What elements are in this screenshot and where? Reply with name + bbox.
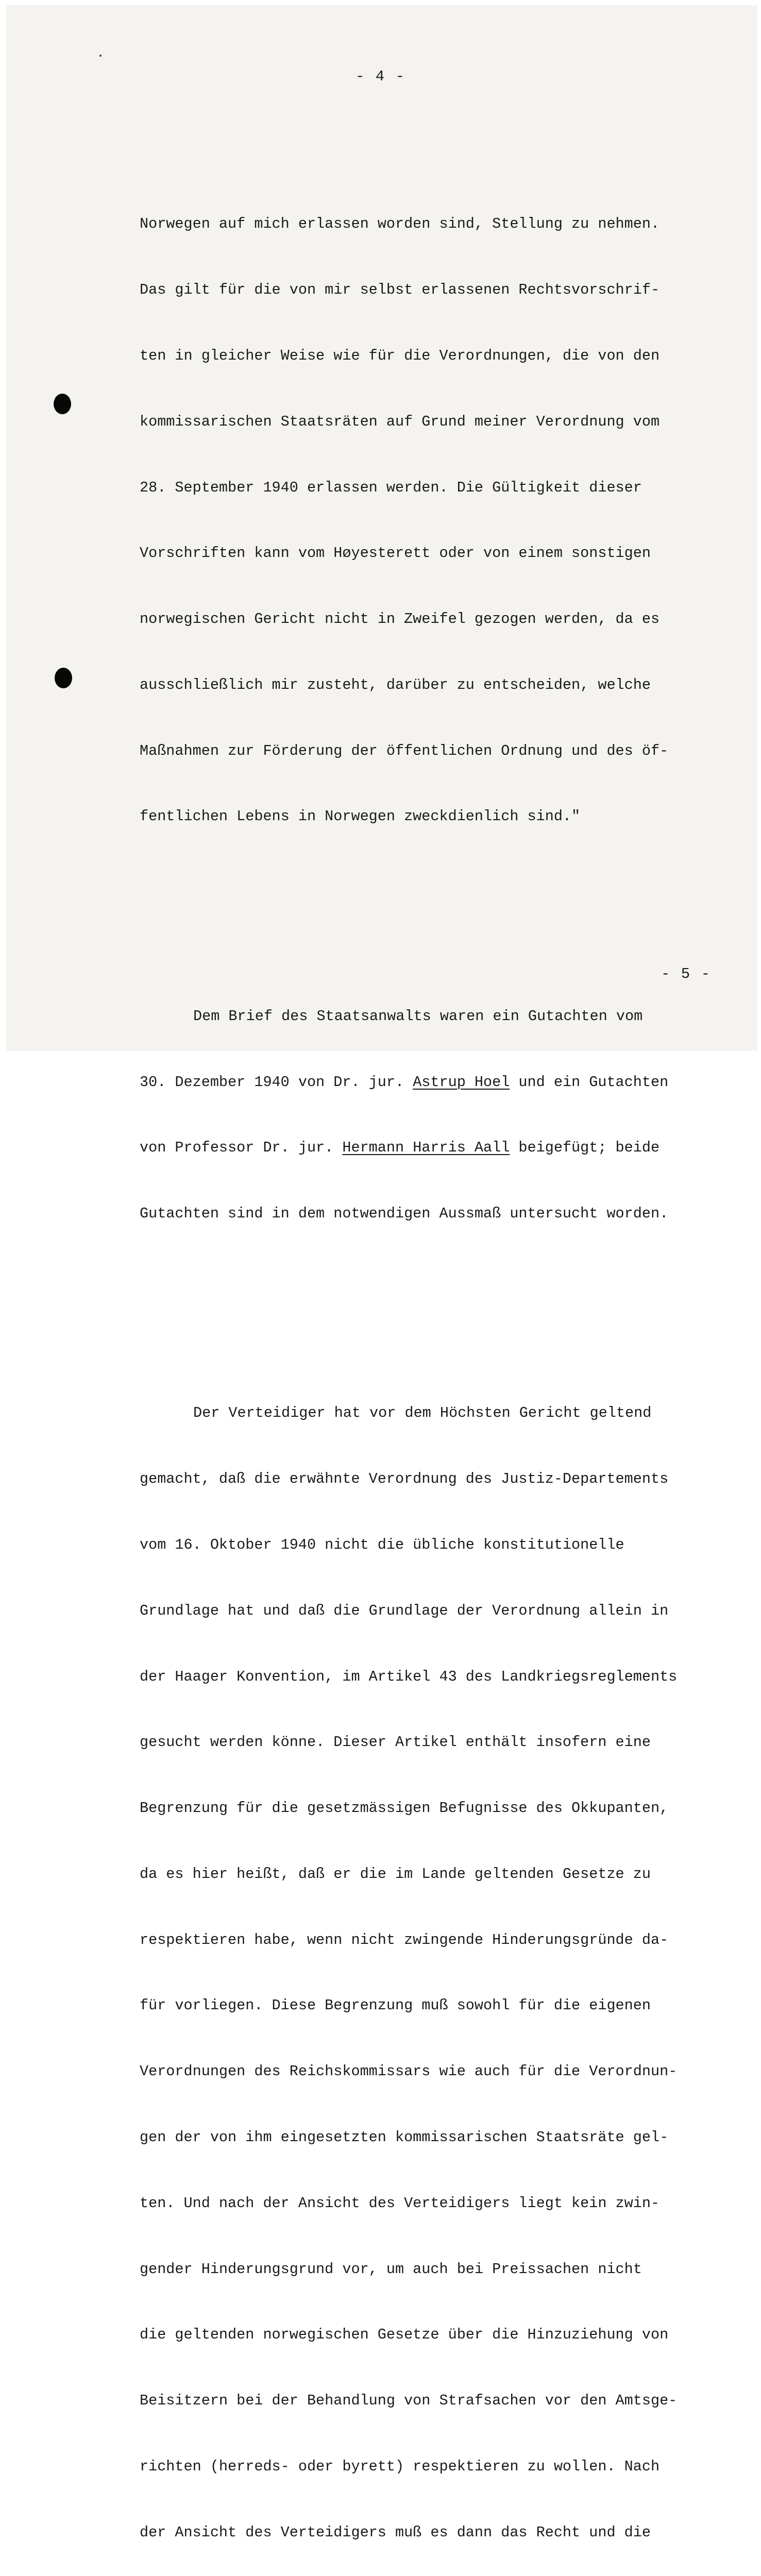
text-segment: 30. Dezember 1940 von Dr. jur. <box>140 1073 413 1091</box>
underlined-name-hermann-harris-aall: Hermann Harris Aall <box>342 1139 510 1157</box>
text-line: richten (herreds- oder byrett) respektieren zu wollen. Nach <box>140 2458 660 2475</box>
text-line: der Haager Konvention, im Artikel 43 des Landkriegsreglements <box>140 1668 678 1685</box>
text-line: 28. September 1940 erlassen werden. Die Gültigkeit dieser <box>140 479 642 496</box>
text-line: kommissarischen Staatsräten auf Grund meiner Verordnung vom <box>140 413 660 430</box>
text-line: gen der von ihm eingesetzten kommissarischen Staatsräte gel- <box>140 2129 669 2146</box>
text-line: der Ansicht des Verteidigers muß es dann das Recht und die <box>140 2523 651 2541</box>
punch-hole-bottom <box>55 668 72 688</box>
text-line: da es hier heißt, daß er die im Lande geltenden Gesetze zu <box>140 1865 651 1883</box>
text-line: Vorschriften kann vom Høyesterett oder von einem sonstigen <box>140 545 651 562</box>
text-line: Gutachten sind in dem notwendigen Aussmaß untersucht worden. <box>140 1205 669 1223</box>
text-line: ten. Und nach der Ansicht des Verteidigers liegt kein zwin- <box>140 2194 660 2212</box>
text-line: ten in gleicher Weise wie für die Verordnungen, die von den <box>140 347 660 364</box>
text-line: respektieren habe, wenn nicht zwingende Hinderungsgründe da- <box>140 1931 669 1948</box>
text-line: gender Hinderungsgrund vor, um auch bei Preissachen nicht <box>140 2260 642 2278</box>
text-line: gesucht werden könne. Dieser Artikel enthält insofern eine <box>140 1734 651 1751</box>
text-line: Dem Brief des Staatsanwalts waren ein Gutachten vom <box>193 1007 643 1025</box>
text-line: ausschließlich mir zusteht, darüber zu entscheiden, welche <box>140 676 651 693</box>
next-page-number: - 5 - <box>661 965 712 982</box>
text-line <box>140 1137 696 1159</box>
text-line: vom 16. Oktober 1940 nicht die übliche konstitutionelle <box>140 1536 624 1553</box>
page-number: - 4 - <box>355 68 405 85</box>
paragraph-2 <box>140 962 696 1269</box>
text-segment: beigefügt; beide <box>510 1139 660 1157</box>
text-line: Beisitzern bei der Behandlung von Strafsachen vor den Amtsge- <box>140 2392 678 2410</box>
underlined-name-astrup-hoel: Astrup Hoel <box>413 1073 510 1091</box>
text-line: Begrenzung für die gesetzmässigen Befugnisse des Okkupanten, <box>140 1800 669 1817</box>
text-line <box>140 1072 696 1094</box>
text-line: Das gilt für die von mir selbst erlassenen Rechtsvorschrif- <box>140 281 660 299</box>
body-text <box>140 126 696 2576</box>
text-line: fentlichen Lebens in Norwegen zweckdienlich sind." <box>140 808 581 825</box>
text-segment: von Professor Dr. jur. <box>140 1139 343 1157</box>
text-line: die geltenden norwegischen Gesetze über die Hinzuziehung von <box>140 2326 669 2344</box>
text-line: Grundlage hat und daß die Grundlage der Verordnung allein in <box>140 1602 669 1619</box>
text-segment: und ein Gutachten <box>510 1073 669 1091</box>
text-line: Maßnahmen zur Förderung der öffentlichen Ordnung und des öf- <box>140 742 669 759</box>
punch-hole-top <box>54 394 71 414</box>
text-line: für vorliegen. Diese Begrenzung muß sowohl für die eigenen <box>140 1997 651 2014</box>
stray-ink-mark <box>99 55 102 57</box>
text-line: Norwegen auf mich erlassen worden sind, Stellung zu nehmen. <box>140 215 660 233</box>
text-line: norwegischen Gericht nicht in Zweifel gezogen werden, da es <box>140 611 660 628</box>
text-line: Verordnungen des Reichskommissars wie auch für die Verordnun- <box>140 2063 678 2080</box>
paragraph-3 <box>140 1359 696 2576</box>
paragraph-1 <box>140 170 696 872</box>
text-line: Der Verteidiger hat vor dem Höchsten Gericht geltend <box>193 1404 652 1422</box>
text-line: gemacht, daß die erwähnte Verordnung des Justiz-Departements <box>140 1470 669 1488</box>
